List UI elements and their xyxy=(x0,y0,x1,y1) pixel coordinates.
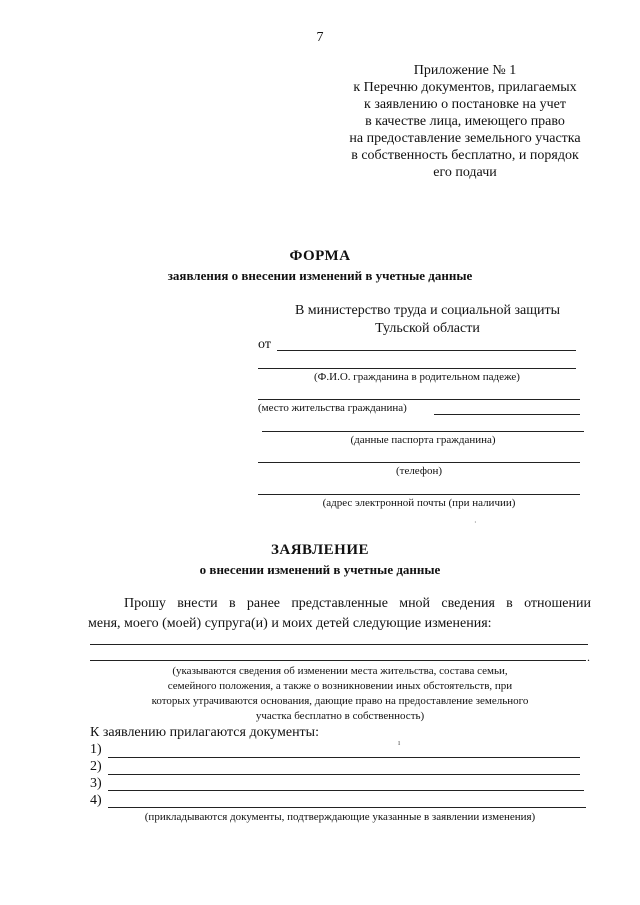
email-caption: (адрес электронной почты (при наличии) xyxy=(322,497,516,509)
fio-line-1[interactable] xyxy=(277,350,576,351)
residence-caption: (место жительства гражданина) xyxy=(258,402,407,414)
attachment-line-3[interactable] xyxy=(108,790,584,791)
attachments-note: (прикладываются документы, подтверждающие указанные в заявлении изменения) xyxy=(144,811,536,823)
form-title: ФОРМА xyxy=(289,248,351,264)
appendix-line: Приложение № 1 xyxy=(413,63,517,78)
fio-line-2[interactable] xyxy=(258,368,576,369)
changes-note-line: участка бесплатно в собственность) xyxy=(255,710,425,722)
appendix-line: к Перечню документов, прилагаемых xyxy=(353,80,577,95)
period-mark: . xyxy=(587,650,590,664)
residence-line[interactable] xyxy=(258,399,580,400)
from-label: от xyxy=(258,337,271,352)
attachment-number-4: 4) xyxy=(90,793,102,808)
addressee-line1: В министерство труда и социальной защиты xyxy=(294,303,561,318)
statement-title: ЗАЯВЛЕНИЕ xyxy=(270,542,370,558)
request-line-2: меня, моего (моей) супруга(и) и моих детей следующие изменения: xyxy=(88,616,492,631)
scan-mark-2: ı xyxy=(398,738,401,747)
appendix-line: к заявлению о постановке на учет xyxy=(364,97,566,112)
statement-subtitle: о внесении изменений в учетные данные xyxy=(199,562,441,577)
request-text xyxy=(88,594,591,634)
attachment-number-2: 2) xyxy=(90,759,102,774)
attachment-number-3: 3) xyxy=(90,776,102,791)
phone-line[interactable] xyxy=(258,462,580,463)
scan-mark: · xyxy=(474,518,477,527)
appendix-line: в собственность бесплатно, и порядок xyxy=(351,148,579,163)
appendix-line: его подачи xyxy=(433,165,497,180)
appendix-line: на предоставление земельного участка xyxy=(349,131,581,146)
appendix-line: в качестве лица, имеющего право xyxy=(365,114,565,129)
attachments-label: К заявлению прилагаются документы: xyxy=(90,725,319,740)
request-line-1: Прошу внести в ранее представленные мной сведения в отношении xyxy=(124,596,591,611)
phone-caption: (телефон) xyxy=(395,465,443,477)
email-line[interactable] xyxy=(258,494,580,495)
fio-caption: (Ф.И.О. гражданина в родительном падеже) xyxy=(314,371,520,383)
residence-line-2[interactable] xyxy=(434,414,580,415)
form-subtitle: заявления о внесении изменений в учетные данные xyxy=(167,268,473,283)
changes-line-1[interactable] xyxy=(90,644,588,645)
page-number: 7 xyxy=(316,30,324,45)
attachment-line-2[interactable] xyxy=(108,774,580,775)
passport-line[interactable] xyxy=(262,431,584,432)
appendix-header xyxy=(330,62,600,181)
passport-caption: (данные паспорта гражданина) xyxy=(350,434,496,446)
changes-note-line: (указываются сведения об изменении места жительства, состава семьи, xyxy=(172,665,508,677)
attachment-number-1: 1) xyxy=(90,742,102,757)
changes-note xyxy=(90,664,590,724)
attachment-line-1[interactable] xyxy=(108,757,580,758)
addressee xyxy=(255,302,600,338)
attachment-line-4[interactable] xyxy=(108,807,586,808)
changes-line-2[interactable] xyxy=(90,660,586,661)
addressee-line2: Тульской области xyxy=(375,321,480,336)
changes-note-line: семейного положения, а также о возникновении иных обстоятельств, при xyxy=(167,680,513,692)
changes-note-line: которых утрачиваются основания, дающие право на предоставление земельного xyxy=(151,695,529,707)
